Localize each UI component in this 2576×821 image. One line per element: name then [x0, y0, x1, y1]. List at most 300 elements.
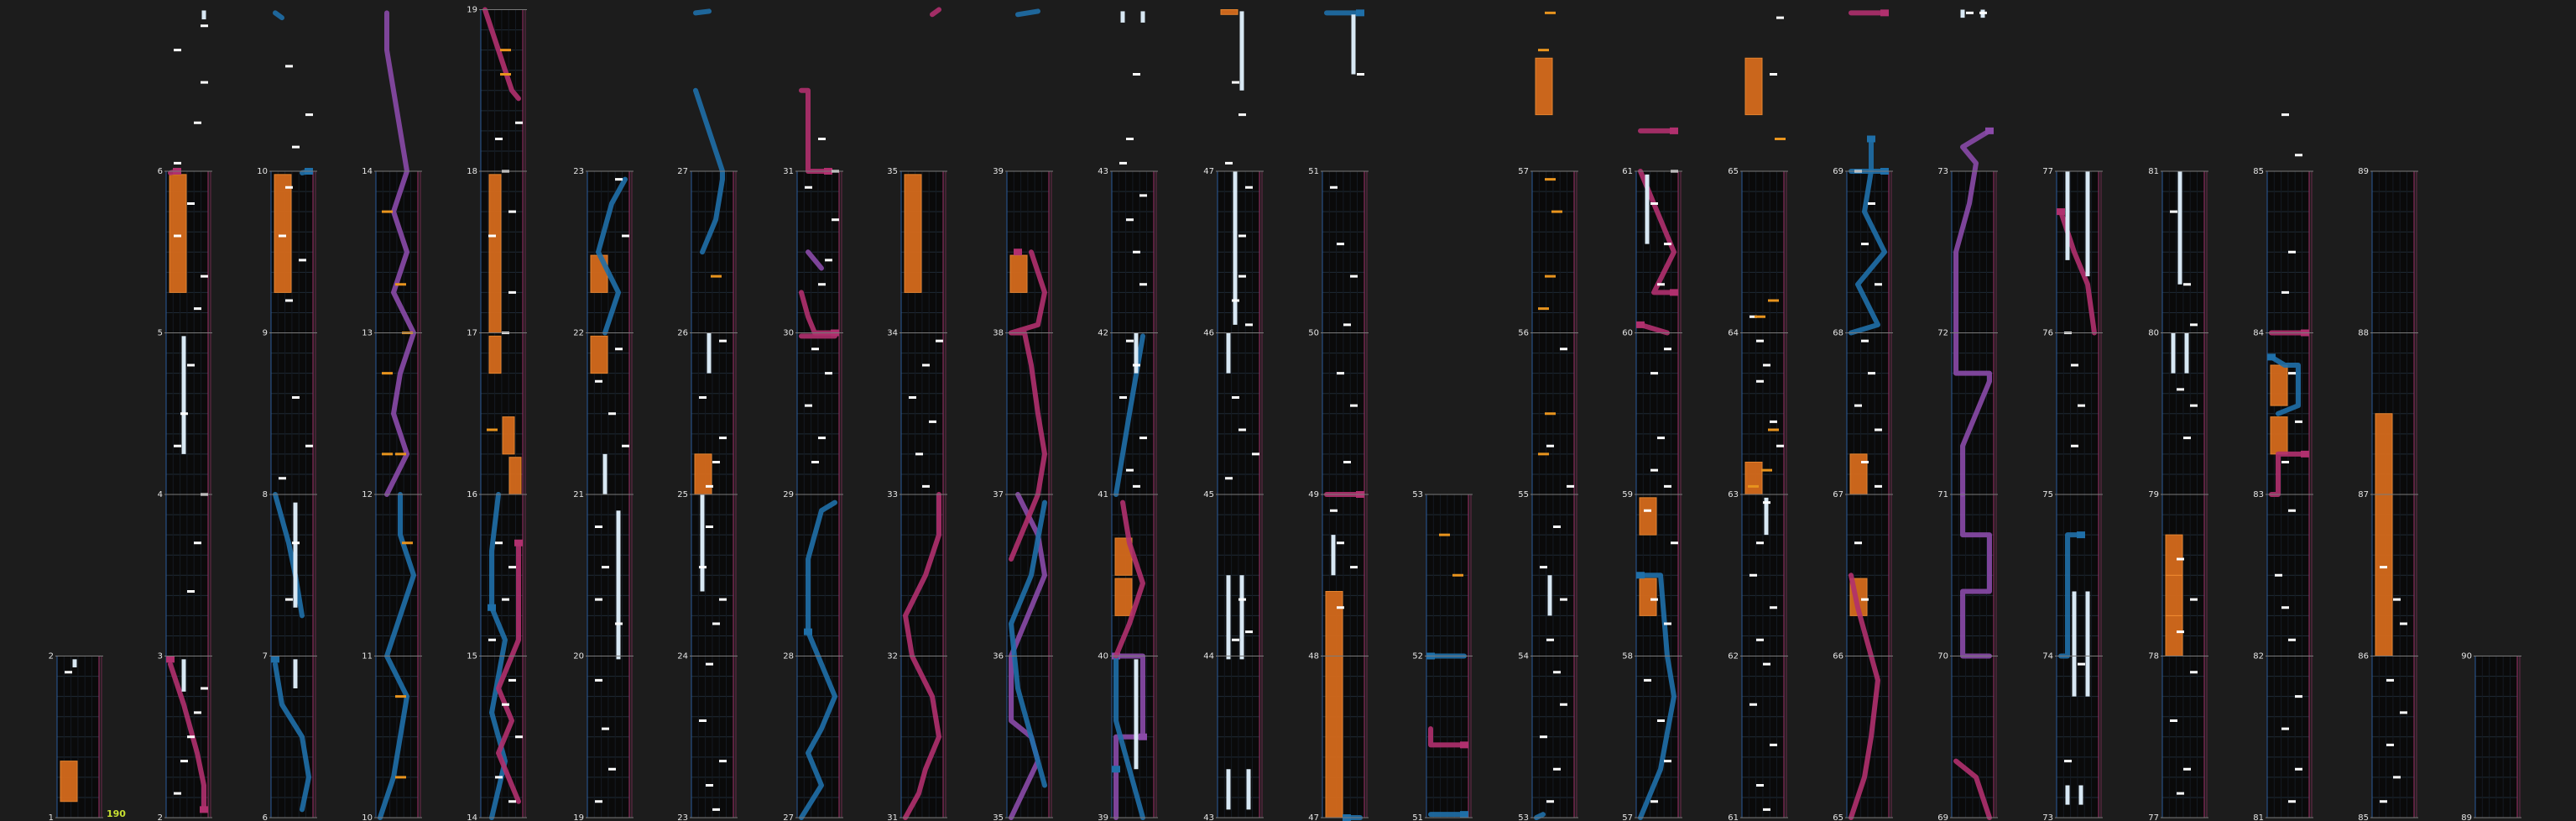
tap-note[interactable] [1861, 461, 1869, 463]
tap-note[interactable] [2393, 599, 2401, 601]
tap-note[interactable] [719, 340, 727, 343]
tap-note[interactable] [488, 639, 496, 641]
long-note[interactable] [2166, 535, 2182, 575]
tap-note[interactable] [495, 138, 503, 140]
tap-note[interactable] [1650, 372, 1658, 374]
flick-note[interactable] [1755, 316, 1765, 318]
tap-note[interactable] [936, 340, 943, 343]
tap-note[interactable] [1133, 364, 1140, 367]
tap-note[interactable] [1350, 405, 1358, 407]
tap-note[interactable] [1546, 445, 1554, 447]
tap-note[interactable] [174, 162, 181, 165]
tap-note[interactable] [292, 541, 300, 544]
hold-note[interactable] [1134, 659, 1139, 769]
tap-note[interactable] [706, 663, 713, 666]
tap-note[interactable] [1749, 703, 1757, 706]
hold-note[interactable] [603, 454, 607, 494]
tap-note[interactable] [1126, 340, 1134, 343]
tap-note[interactable] [1861, 340, 1869, 343]
tap-note[interactable] [1756, 380, 1764, 383]
flick-note[interactable] [402, 541, 413, 544]
flick-note[interactable] [1538, 452, 1549, 455]
tap-note[interactable] [187, 735, 195, 738]
tap-note[interactable] [2380, 566, 2387, 568]
slide-path[interactable] [275, 13, 282, 18]
hold-note[interactable] [1121, 11, 1125, 22]
tap-note[interactable] [174, 792, 181, 795]
tap-note[interactable] [1238, 113, 1246, 116]
tap-note[interactable] [1245, 186, 1253, 189]
slide-endpoint[interactable] [2077, 531, 2085, 538]
tap-note[interactable] [1861, 243, 1869, 245]
tap-note[interactable] [706, 784, 713, 787]
tap-note[interactable] [174, 235, 181, 238]
slide-endpoint[interactable] [1139, 734, 1147, 740]
tap-note[interactable] [2281, 606, 2289, 609]
tap-note[interactable] [305, 445, 313, 447]
tap-note[interactable] [832, 218, 839, 221]
flick-note[interactable] [395, 695, 406, 698]
tap-note[interactable] [180, 412, 188, 415]
tap-note[interactable] [1238, 599, 1246, 601]
slide-endpoint[interactable] [514, 540, 523, 546]
tap-note[interactable] [515, 735, 523, 738]
long-note[interactable] [274, 175, 291, 293]
slide-path[interactable] [932, 10, 939, 15]
tap-note[interactable] [2288, 251, 2296, 254]
tap-note[interactable] [1238, 429, 1246, 431]
tap-note[interactable] [1861, 599, 1869, 601]
tap-note[interactable] [1776, 17, 1784, 19]
hold-note[interactable] [1645, 175, 1650, 244]
tap-note[interactable] [1337, 243, 1344, 245]
tap-note[interactable] [279, 235, 286, 238]
hold-note[interactable] [1961, 10, 1965, 18]
tap-note[interactable] [1644, 510, 1651, 512]
long-note[interactable] [1850, 454, 1867, 494]
tap-note[interactable] [2281, 728, 2289, 730]
hold-note[interactable] [294, 659, 298, 688]
slide-endpoint[interactable] [1356, 9, 1364, 16]
tap-note[interactable] [1343, 461, 1351, 463]
hold-note[interactable] [2066, 171, 2070, 260]
tap-note[interactable] [1854, 541, 1862, 544]
tap-note[interactable] [1664, 243, 1671, 245]
tap-note[interactable] [1139, 437, 1147, 439]
tap-note[interactable] [1232, 396, 1239, 399]
tap-note[interactable] [495, 541, 503, 544]
tap-note[interactable] [1119, 162, 1127, 165]
long-note[interactable] [489, 175, 501, 333]
tap-note[interactable] [2177, 792, 2184, 795]
tap-note[interactable] [1245, 323, 1253, 326]
tap-note[interactable] [602, 728, 609, 730]
slide-endpoint[interactable] [1460, 811, 1468, 818]
tap-note[interactable] [699, 396, 707, 399]
tap-note[interactable] [615, 178, 623, 180]
tap-note[interactable] [201, 688, 208, 690]
hold-note[interactable] [182, 336, 186, 454]
tap-note[interactable] [2177, 388, 2184, 390]
tap-note[interactable] [1133, 73, 1140, 76]
flick-note[interactable] [1452, 574, 1463, 577]
tap-note[interactable] [1875, 485, 1882, 488]
slide-endpoint[interactable] [1014, 248, 1022, 255]
hold-note[interactable] [2073, 592, 2077, 697]
tap-note[interactable] [2400, 623, 2407, 625]
tap-note[interactable] [1756, 784, 1764, 787]
tap-note[interactable] [1126, 218, 1134, 221]
flick-note[interactable] [1545, 275, 1556, 278]
tap-note[interactable] [922, 364, 930, 367]
tap-note[interactable] [201, 275, 208, 278]
tap-note[interactable] [1966, 12, 1974, 14]
tap-note[interactable] [508, 211, 516, 213]
long-note[interactable] [1640, 498, 1656, 535]
tap-note[interactable] [595, 800, 602, 803]
tap-note[interactable] [502, 599, 509, 601]
tap-note[interactable] [2190, 671, 2198, 673]
slide-path[interactable] [1536, 814, 1543, 818]
tap-note[interactable] [1357, 73, 1364, 76]
long-note[interactable] [503, 417, 514, 454]
slide-path[interactable] [1018, 11, 1038, 14]
tap-note[interactable] [1232, 300, 1239, 302]
tap-note[interactable] [2170, 719, 2177, 722]
tap-note[interactable] [1763, 663, 1770, 666]
tap-note[interactable] [2190, 599, 2198, 601]
hold-note[interactable] [1332, 535, 1336, 575]
slide-endpoint[interactable] [1636, 322, 1645, 328]
tap-note[interactable] [1553, 671, 1561, 673]
tap-note[interactable] [1232, 81, 1239, 84]
tap-note[interactable] [1657, 437, 1665, 439]
tap-note[interactable] [1763, 501, 1770, 504]
tap-note[interactable] [1560, 348, 1567, 350]
tap-note[interactable] [1763, 808, 1770, 811]
tap-note[interactable] [1343, 323, 1351, 326]
tap-note[interactable] [1330, 510, 1338, 512]
flick-note[interactable] [382, 211, 393, 213]
tap-note[interactable] [2295, 154, 2302, 156]
tap-note[interactable] [2295, 768, 2302, 771]
slide-endpoint[interactable] [2057, 208, 2065, 215]
tap-note[interactable] [2190, 323, 2198, 326]
tap-note[interactable] [285, 300, 293, 302]
flick-note[interactable] [395, 776, 406, 778]
tap-note[interactable] [706, 526, 713, 528]
flick-note[interactable] [711, 275, 722, 278]
long-note[interactable] [2271, 417, 2287, 454]
long-note[interactable] [2375, 414, 2392, 656]
long-note[interactable] [2166, 615, 2182, 656]
hold-note[interactable] [1548, 575, 1552, 615]
tap-note[interactable] [699, 566, 707, 568]
tap-note[interactable] [1650, 469, 1658, 472]
tap-note[interactable] [1126, 469, 1134, 472]
tap-note[interactable] [2177, 558, 2184, 561]
tap-note[interactable] [495, 776, 503, 778]
flick-note[interactable] [1768, 429, 1779, 431]
flick-note[interactable] [382, 452, 393, 455]
tap-note[interactable] [1657, 719, 1665, 722]
tap-note[interactable] [1540, 566, 1547, 568]
tap-note[interactable] [2071, 445, 2078, 447]
tap-note[interactable] [608, 768, 616, 771]
tap-note[interactable] [2183, 768, 2191, 771]
hold-note[interactable] [1227, 575, 1231, 659]
hold-note[interactable] [2079, 786, 2083, 805]
long-note[interactable] [1640, 578, 1656, 615]
slide-endpoint[interactable] [1670, 289, 1678, 295]
tap-note[interactable] [818, 437, 826, 439]
tap-note[interactable] [1133, 485, 1140, 488]
tap-note[interactable] [2183, 437, 2191, 439]
tap-note[interactable] [929, 421, 936, 423]
tap-note[interactable] [2380, 800, 2387, 803]
tap-note[interactable] [805, 186, 812, 189]
flick-note[interactable] [1545, 12, 1556, 14]
tap-note[interactable] [1133, 251, 1140, 254]
tap-note[interactable] [1553, 768, 1561, 771]
tap-note[interactable] [174, 49, 181, 51]
tap-note[interactable] [805, 405, 812, 407]
hold-note[interactable] [1134, 333, 1139, 374]
tap-note[interactable] [825, 372, 832, 374]
slide-path[interactable] [696, 11, 709, 13]
tap-note[interactable] [699, 719, 707, 722]
tap-note[interactable] [2288, 800, 2296, 803]
tap-note[interactable] [2386, 744, 2394, 746]
tap-note[interactable] [2386, 679, 2394, 682]
tap-note[interactable] [285, 186, 293, 189]
tap-note[interactable] [1756, 340, 1764, 343]
tap-note[interactable] [2281, 113, 2289, 116]
long-note[interactable] [509, 458, 521, 494]
hold-note[interactable] [2086, 171, 2090, 276]
hold-note[interactable] [1141, 11, 1145, 22]
tap-note[interactable] [2393, 776, 2401, 778]
tap-note[interactable] [1245, 630, 1253, 633]
tap-note[interactable] [2078, 663, 2085, 666]
tap-note[interactable] [2281, 461, 2289, 463]
tap-note[interactable] [1664, 623, 1671, 625]
tap-note[interactable] [1644, 679, 1651, 682]
tap-note[interactable] [2071, 364, 2078, 367]
tap-note[interactable] [1650, 800, 1658, 803]
long-note[interactable] [1115, 578, 1132, 615]
tap-note[interactable] [515, 122, 523, 124]
long-note[interactable] [1745, 463, 1762, 495]
tap-note[interactable] [2281, 291, 2289, 294]
tap-note[interactable] [595, 679, 602, 682]
tap-note[interactable] [1756, 541, 1764, 544]
tap-note[interactable] [1337, 541, 1344, 544]
tap-note[interactable] [488, 235, 496, 238]
tap-note[interactable] [1238, 235, 1246, 238]
flick-note[interactable] [1551, 211, 1562, 213]
tap-note[interactable] [622, 445, 629, 447]
tap-note[interactable] [615, 348, 623, 350]
tap-note[interactable] [187, 364, 195, 367]
tap-note[interactable] [187, 590, 195, 593]
tap-note[interactable] [285, 65, 293, 67]
tap-note[interactable] [1553, 526, 1561, 528]
tap-note[interactable] [508, 291, 516, 294]
tap-note[interactable] [1664, 485, 1671, 488]
hold-note[interactable] [1227, 769, 1231, 809]
tap-note[interactable] [2064, 760, 2072, 762]
tap-note[interactable] [1650, 202, 1658, 205]
tap-note[interactable] [615, 623, 623, 625]
hold-note[interactable] [1352, 14, 1356, 74]
tap-note[interactable] [818, 283, 826, 285]
tap-note[interactable] [508, 566, 516, 568]
hold-note[interactable] [1240, 11, 1244, 90]
tap-note[interactable] [2400, 711, 2407, 714]
tap-note[interactable] [1330, 186, 1338, 189]
tap-note[interactable] [1126, 138, 1134, 140]
tap-note[interactable] [1139, 283, 1147, 285]
tap-note[interactable] [1664, 760, 1671, 762]
hold-note[interactable] [2066, 786, 2070, 805]
long-note[interactable] [905, 175, 921, 293]
flick-note[interactable] [1545, 412, 1556, 415]
tap-note[interactable] [2275, 574, 2282, 577]
hold-note[interactable] [617, 510, 621, 659]
long-note[interactable] [1536, 58, 1552, 114]
tap-note[interactable] [1770, 744, 1777, 746]
hold-note[interactable] [1227, 333, 1231, 374]
tap-note[interactable] [2183, 283, 2191, 285]
tap-note[interactable] [719, 599, 727, 601]
slide-path[interactable] [801, 91, 828, 171]
tap-note[interactable] [2177, 630, 2184, 633]
tap-note[interactable] [706, 485, 713, 488]
tap-note[interactable] [502, 703, 509, 706]
tap-note[interactable] [1756, 639, 1764, 641]
tap-note[interactable] [915, 452, 923, 455]
tap-note[interactable] [719, 760, 727, 762]
tap-note[interactable] [299, 259, 306, 261]
flick-note[interactable] [1538, 49, 1549, 51]
tap-note[interactable] [1560, 703, 1567, 706]
tap-note[interactable] [909, 396, 916, 399]
tap-note[interactable] [1540, 735, 1547, 738]
tap-note[interactable] [1657, 283, 1665, 285]
tap-note[interactable] [1560, 599, 1567, 601]
tap-note[interactable] [622, 235, 629, 238]
tap-note[interactable] [65, 671, 72, 673]
long-note[interactable] [591, 336, 607, 373]
tap-note[interactable] [1979, 12, 1987, 14]
slide-endpoint[interactable] [1867, 136, 1875, 143]
slide-endpoint[interactable] [1985, 128, 1994, 134]
hold-note[interactable] [701, 494, 705, 592]
tap-note[interactable] [1763, 364, 1770, 367]
hold-note[interactable] [182, 659, 186, 692]
tap-note[interactable] [2288, 639, 2296, 641]
flick-note[interactable] [500, 49, 511, 51]
tap-note[interactable] [194, 711, 201, 714]
flick-note[interactable] [1538, 307, 1549, 310]
flick-note[interactable] [1768, 300, 1779, 302]
flick-note[interactable] [1545, 178, 1556, 180]
slide-endpoint[interactable] [200, 806, 208, 813]
tap-note[interactable] [712, 808, 720, 811]
flick-note[interactable] [395, 283, 406, 285]
hold-note[interactable] [1247, 769, 1251, 809]
tap-note[interactable] [1854, 405, 1862, 407]
long-note[interactable] [2166, 575, 2182, 615]
tap-note[interactable] [2170, 211, 2177, 213]
hold-note[interactable] [2185, 333, 2189, 374]
tap-note[interactable] [1868, 202, 1875, 205]
slide-endpoint[interactable] [1636, 572, 1645, 578]
slide-endpoint[interactable] [1460, 741, 1468, 748]
long-note[interactable] [695, 454, 712, 494]
tap-note[interactable] [194, 307, 201, 310]
hold-note[interactable] [294, 503, 298, 608]
tap-note[interactable] [1225, 477, 1233, 479]
tap-note[interactable] [1770, 421, 1777, 423]
tap-note[interactable] [922, 485, 930, 488]
slide-endpoint[interactable] [1880, 9, 1889, 16]
slide-endpoint[interactable] [488, 604, 496, 611]
tap-note[interactable] [1238, 275, 1246, 278]
slide-endpoint[interactable] [166, 656, 175, 662]
tap-note[interactable] [2295, 421, 2302, 423]
hold-note[interactable] [202, 10, 206, 19]
slide-endpoint[interactable] [2267, 353, 2276, 360]
tap-note[interactable] [279, 477, 286, 479]
tap-note[interactable] [2288, 372, 2296, 374]
long-note[interactable] [2271, 365, 2287, 405]
hold-note[interactable] [2086, 592, 2090, 697]
tap-note[interactable] [1225, 162, 1233, 165]
tap-note[interactable] [712, 623, 720, 625]
tap-note[interactable] [292, 146, 300, 149]
tap-note[interactable] [1868, 372, 1875, 374]
tap-note[interactable] [719, 437, 727, 439]
tap-note[interactable] [602, 566, 609, 568]
tap-note[interactable] [305, 113, 313, 116]
long-note[interactable] [1326, 592, 1343, 818]
tap-note[interactable] [608, 412, 616, 415]
tap-note[interactable] [1770, 606, 1777, 609]
tap-note[interactable] [595, 599, 602, 601]
flick-note[interactable] [487, 429, 498, 431]
tap-note[interactable] [1664, 348, 1671, 350]
tap-note[interactable] [1546, 639, 1554, 641]
tap-note[interactable] [712, 461, 720, 463]
tap-note[interactable] [1770, 73, 1777, 76]
tap-note[interactable] [201, 24, 208, 27]
tap-note[interactable] [2288, 510, 2296, 512]
tap-note[interactable] [187, 202, 195, 205]
tap-note[interactable] [1252, 452, 1259, 455]
slide-endpoint[interactable] [1112, 766, 1120, 772]
flick-note[interactable] [382, 372, 393, 374]
flick-note[interactable] [1775, 138, 1786, 140]
long-note[interactable] [1010, 255, 1027, 292]
tap-note[interactable] [174, 445, 181, 447]
flick-note[interactable] [1761, 469, 1772, 472]
tap-note[interactable] [194, 541, 201, 544]
flick-note[interactable] [1439, 534, 1450, 536]
long-note[interactable] [60, 761, 77, 802]
tap-note[interactable] [1875, 283, 1882, 285]
